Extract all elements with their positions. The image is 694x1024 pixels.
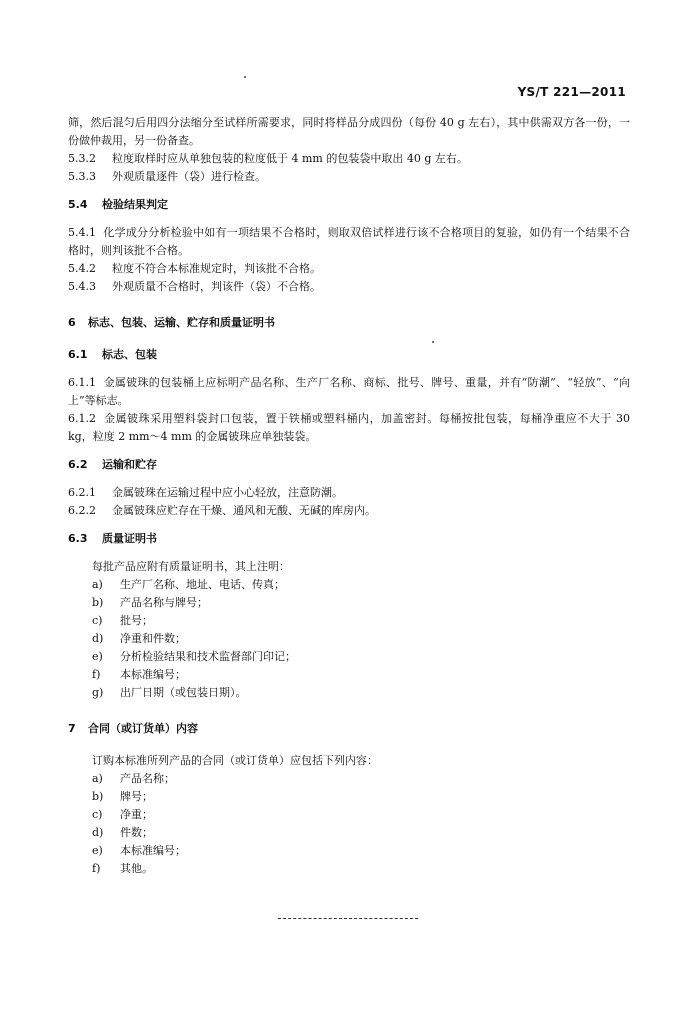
section-number: 6.3	[68, 532, 88, 545]
clause-number: 6.1.2	[68, 412, 96, 425]
clause-5-4-2	[68, 260, 630, 278]
clause-number: 5.4.2	[68, 262, 96, 275]
clause-6-1-1	[68, 374, 630, 410]
list-item	[92, 860, 630, 878]
clause-number: 6.1.1	[68, 376, 96, 389]
list-text: 牌号；	[120, 790, 153, 803]
section-number: 6.1	[68, 348, 88, 361]
section-title: 合同（或订货单）内容	[88, 722, 198, 735]
clause-number: 5.4.3	[68, 280, 96, 293]
clause-number: 6.2.1	[68, 486, 96, 499]
list-text: 净重和件数；	[120, 632, 186, 645]
list-text: 本标准编号；	[120, 844, 186, 857]
clause-text: 粒度不符合本标准规定时，判该批不合格。	[112, 262, 321, 275]
list-item	[92, 630, 630, 648]
section-heading-6-1	[68, 346, 630, 364]
clause-number: 6.2.2	[68, 504, 96, 517]
section-title: 标志、包装、运输、贮存和质量证明书	[88, 316, 275, 329]
list-item	[92, 824, 630, 842]
list-label: f)	[92, 862, 101, 875]
clause-text: 化学成分分析检验中如有一项结果不合格时，则取双倍试样进行该不合格项目的复验，如仍有一个结果不合格时，则判该批不合格。	[68, 226, 631, 257]
clause-text: 金属铍珠应贮存在干燥、通风和无酸、无碱的库房内。	[112, 504, 376, 517]
clause-text: 金属铍珠采用塑料袋封口包装，置于铁桶或塑料桶内，加盖密封。每桶按批包装，每桶净重应不大于 30 kg，粒度 2 mm～4 mm 的金属铍珠应单独装袋。	[68, 412, 630, 443]
clause-5-3-3	[68, 168, 630, 186]
list-label: d)	[92, 826, 104, 839]
document-body	[68, 114, 630, 878]
certificate-list	[68, 576, 630, 702]
list-text: 出厂日期（或包装日期）。	[120, 686, 247, 699]
list-item	[92, 806, 630, 824]
list-label: b)	[92, 790, 104, 803]
list-label: c)	[92, 614, 103, 627]
section-heading-6-2	[68, 456, 630, 474]
list-label: e)	[92, 844, 103, 857]
section-number: 6.2	[68, 458, 88, 471]
clause-text: 外观质量逐件（袋）进行检查。	[112, 170, 266, 183]
list-text: 批号；	[120, 614, 153, 627]
section-title: 运输和贮存	[102, 458, 157, 471]
list-item	[92, 684, 630, 702]
list-label: a)	[92, 772, 103, 785]
list-label: c)	[92, 808, 103, 821]
list-text: 产品名称与牌号；	[120, 596, 208, 609]
section-heading-6-3	[68, 530, 630, 548]
list-item	[92, 666, 630, 684]
clause-6-2-2	[68, 502, 630, 520]
clause-5-4-3	[68, 278, 630, 296]
list-text: 净重；	[120, 808, 153, 821]
list-item	[92, 788, 630, 806]
list-item	[92, 648, 630, 666]
list-text: 产品名称；	[120, 772, 175, 785]
clause-text: 金属铍珠在运输过程中应小心轻放，注意防潮。	[112, 486, 343, 499]
section-title: 质量证明书	[102, 532, 157, 545]
section-number: 6	[68, 316, 76, 329]
clause-number: 5.3.2	[68, 152, 96, 165]
list-text: 生产厂名称、地址、电话、传真；	[120, 578, 285, 591]
clause-text: 粒度取样时应从单独包装的粒度低于 4 mm 的包装袋中取出 40 g 左右。	[112, 152, 468, 165]
list-label: a)	[92, 578, 103, 591]
list-text: 其他。	[120, 862, 153, 875]
section-number: 5.4	[68, 198, 88, 211]
clause-6-2-1	[68, 484, 630, 502]
contract-intro: 订购本标准所列产品的合同（或订货单）应包括下列内容：	[92, 754, 378, 767]
clause-text: 外观质量不合格时，判该件（袋）不合格。	[112, 280, 321, 293]
section-title: 检验结果判定	[102, 198, 168, 211]
clause-text: 金属铍珠的包装桶上应标明产品名称、生产厂名称、商标、批号、牌号、重量，并有“防潮”、“轻放”、“向上”等标志。	[68, 376, 630, 407]
section-heading-6	[68, 314, 630, 332]
list-label: b)	[92, 596, 104, 609]
section-heading-5-4	[68, 196, 630, 214]
list-item	[92, 576, 630, 594]
clause-6-1-2	[68, 410, 630, 446]
list-label: g)	[92, 686, 104, 699]
list-label: e)	[92, 650, 103, 663]
list-text: 本标准编号；	[120, 668, 186, 681]
section-title: 标志、包装	[102, 348, 157, 361]
contract-list	[68, 770, 630, 878]
continuation-paragraph: 筛，然后混匀后用四分法缩分至试样所需要求，同时将样品分成四份（每份 40 g 左右），其中供需双方各一份，一份做仲裁用，另一份备查。	[68, 116, 630, 147]
list-item	[92, 770, 630, 788]
list-item	[92, 594, 630, 612]
standard-code: YS/T 221—2011	[517, 85, 626, 99]
clause-number: 5.4.1	[68, 226, 96, 239]
list-text: 件数；	[120, 826, 153, 839]
end-of-document-rule	[278, 918, 418, 919]
list-text: 分析检验结果和技术监督部门印记；	[120, 650, 296, 663]
list-item	[92, 842, 630, 860]
list-label: f)	[92, 668, 101, 681]
clause-number: 5.3.3	[68, 170, 96, 183]
section-number: 7	[68, 722, 76, 735]
clause-5-4-1	[68, 224, 630, 260]
list-label: d)	[92, 632, 104, 645]
certificate-intro: 每批产品应附有质量证明书，其上注明：	[92, 560, 290, 573]
scan-speck	[244, 76, 246, 78]
section-heading-7	[68, 720, 630, 738]
list-item	[92, 612, 630, 630]
clause-5-3-2	[68, 150, 630, 168]
